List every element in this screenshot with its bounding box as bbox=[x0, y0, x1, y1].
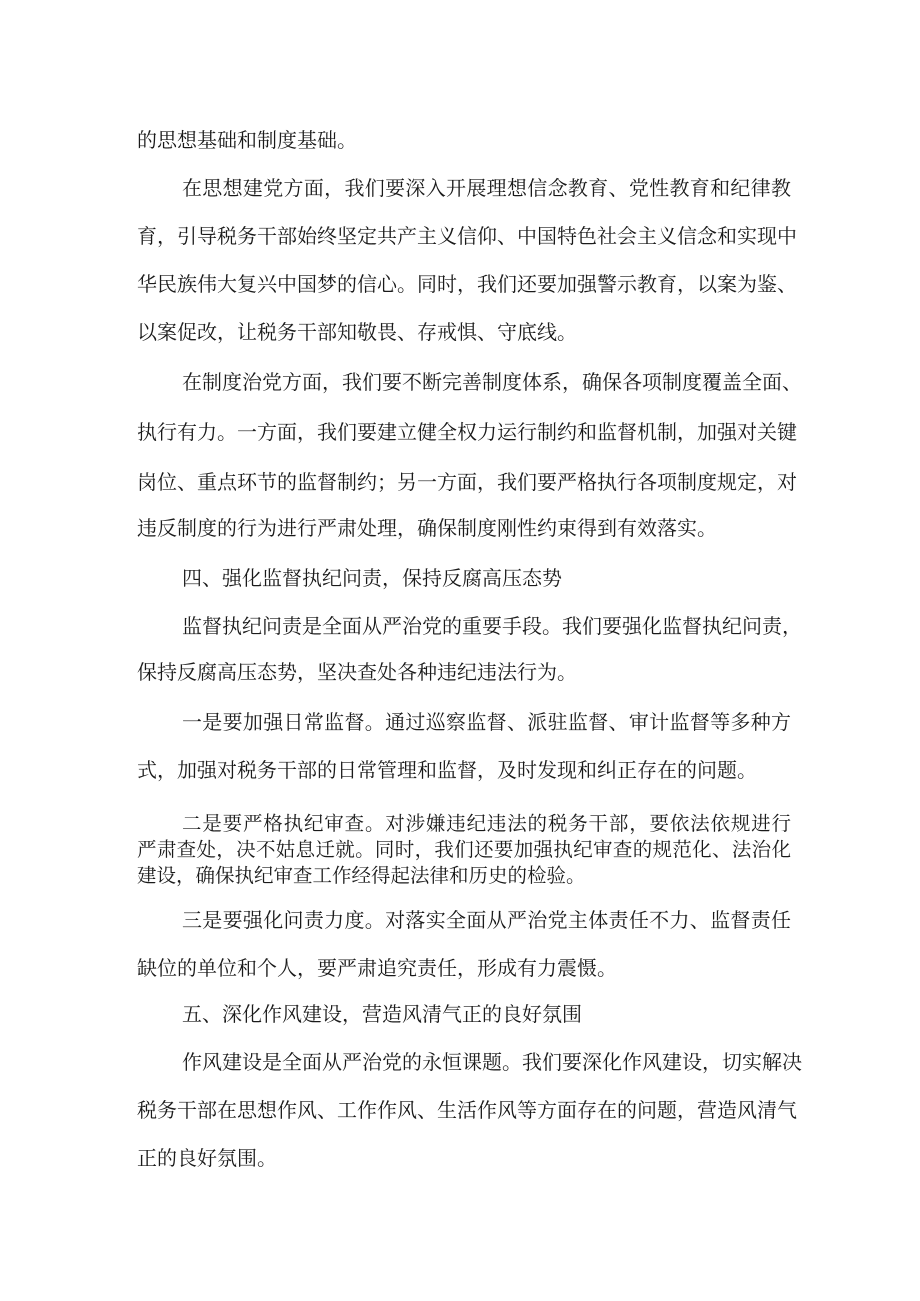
paragraph-line: 缺位的单位和个人，要严肃追究责任，形成有力震慑。 bbox=[137, 956, 617, 980]
paragraph-line: 作风建设是全面从严治党的永恒课题。我们要深化作风建设，切实解决 bbox=[182, 1050, 802, 1074]
paragraph-line: 保持反腐高压态势，坚决查处各种违纪违法行为。 bbox=[137, 660, 577, 684]
paragraph-line: 执行有力。一方面，我们要建立健全权力运行制约和监督机制，加强对关键 bbox=[137, 420, 797, 444]
paragraph-line: 华民族伟大复兴中国梦的信心。同时，我们还要加强警示教育，以案为鉴、 bbox=[137, 272, 797, 296]
paragraph-line: 正的良好氛围。 bbox=[137, 1146, 277, 1170]
paragraph-line: 以案促改，让税务干部知敬畏、存戒惧、守底线。 bbox=[137, 320, 577, 344]
paragraph-line: 式，加强对税务干部的日常管理和监督，及时发现和纠正存在的问题。 bbox=[137, 758, 757, 782]
paragraph-line: 三是要强化问责力度。对落实全面从严治党主体责任不力、监督责任 bbox=[182, 908, 791, 932]
paragraph-line: 监督执纪问责是全面从严治党的重要手段。我们要强化监督执纪问责， bbox=[182, 614, 802, 638]
paragraph-line: 违反制度的行为进行严肃处理，确保制度刚性约束得到有效落实。 bbox=[137, 516, 717, 540]
paragraph-line: 在思想建党方面，我们要深入开展理想信念教育、党性教育和纪律教 bbox=[182, 176, 791, 200]
paragraph-line: 税务干部在思想作风、工作作风、生活作风等方面存在的问题，营造风清气 bbox=[137, 1098, 797, 1122]
paragraph-line: 岗位、重点环节的监督制约；另一方面，我们要严格执行各项制度规定，对 bbox=[137, 470, 797, 494]
paragraph-line: 建设，确保执纪审查工作经得起法律和历史的检验。 bbox=[137, 864, 586, 887]
paragraph-line: 在制度治党方面，我们要不断完善制度体系，确保各项制度覆盖全面、 bbox=[182, 370, 802, 394]
paragraph-line: 严肃查处，决不姑息迁就。同时，我们还要加强执纪审查的规范化、法治化 bbox=[137, 838, 791, 861]
section-heading: 四、强化监督执纪问责，保持反腐高压态势 bbox=[182, 566, 562, 590]
paragraph-line: 的思想基础和制度基础。 bbox=[137, 128, 357, 152]
paragraph-line: 一是要加强日常监督。通过巡察监督、派驻监督、审计监督等多种方 bbox=[182, 710, 791, 734]
paragraph-line: 二是要严格执纪审查。对涉嫌违纪违法的税务干部，要依法依规进行 bbox=[182, 812, 791, 835]
paragraph-line: 育，引导税务干部始终坚定共产主义信仰、中国特色社会主义信念和实现中 bbox=[137, 224, 797, 248]
section-heading: 五、深化作风建设，营造风清气正的良好氛围 bbox=[182, 1002, 582, 1026]
